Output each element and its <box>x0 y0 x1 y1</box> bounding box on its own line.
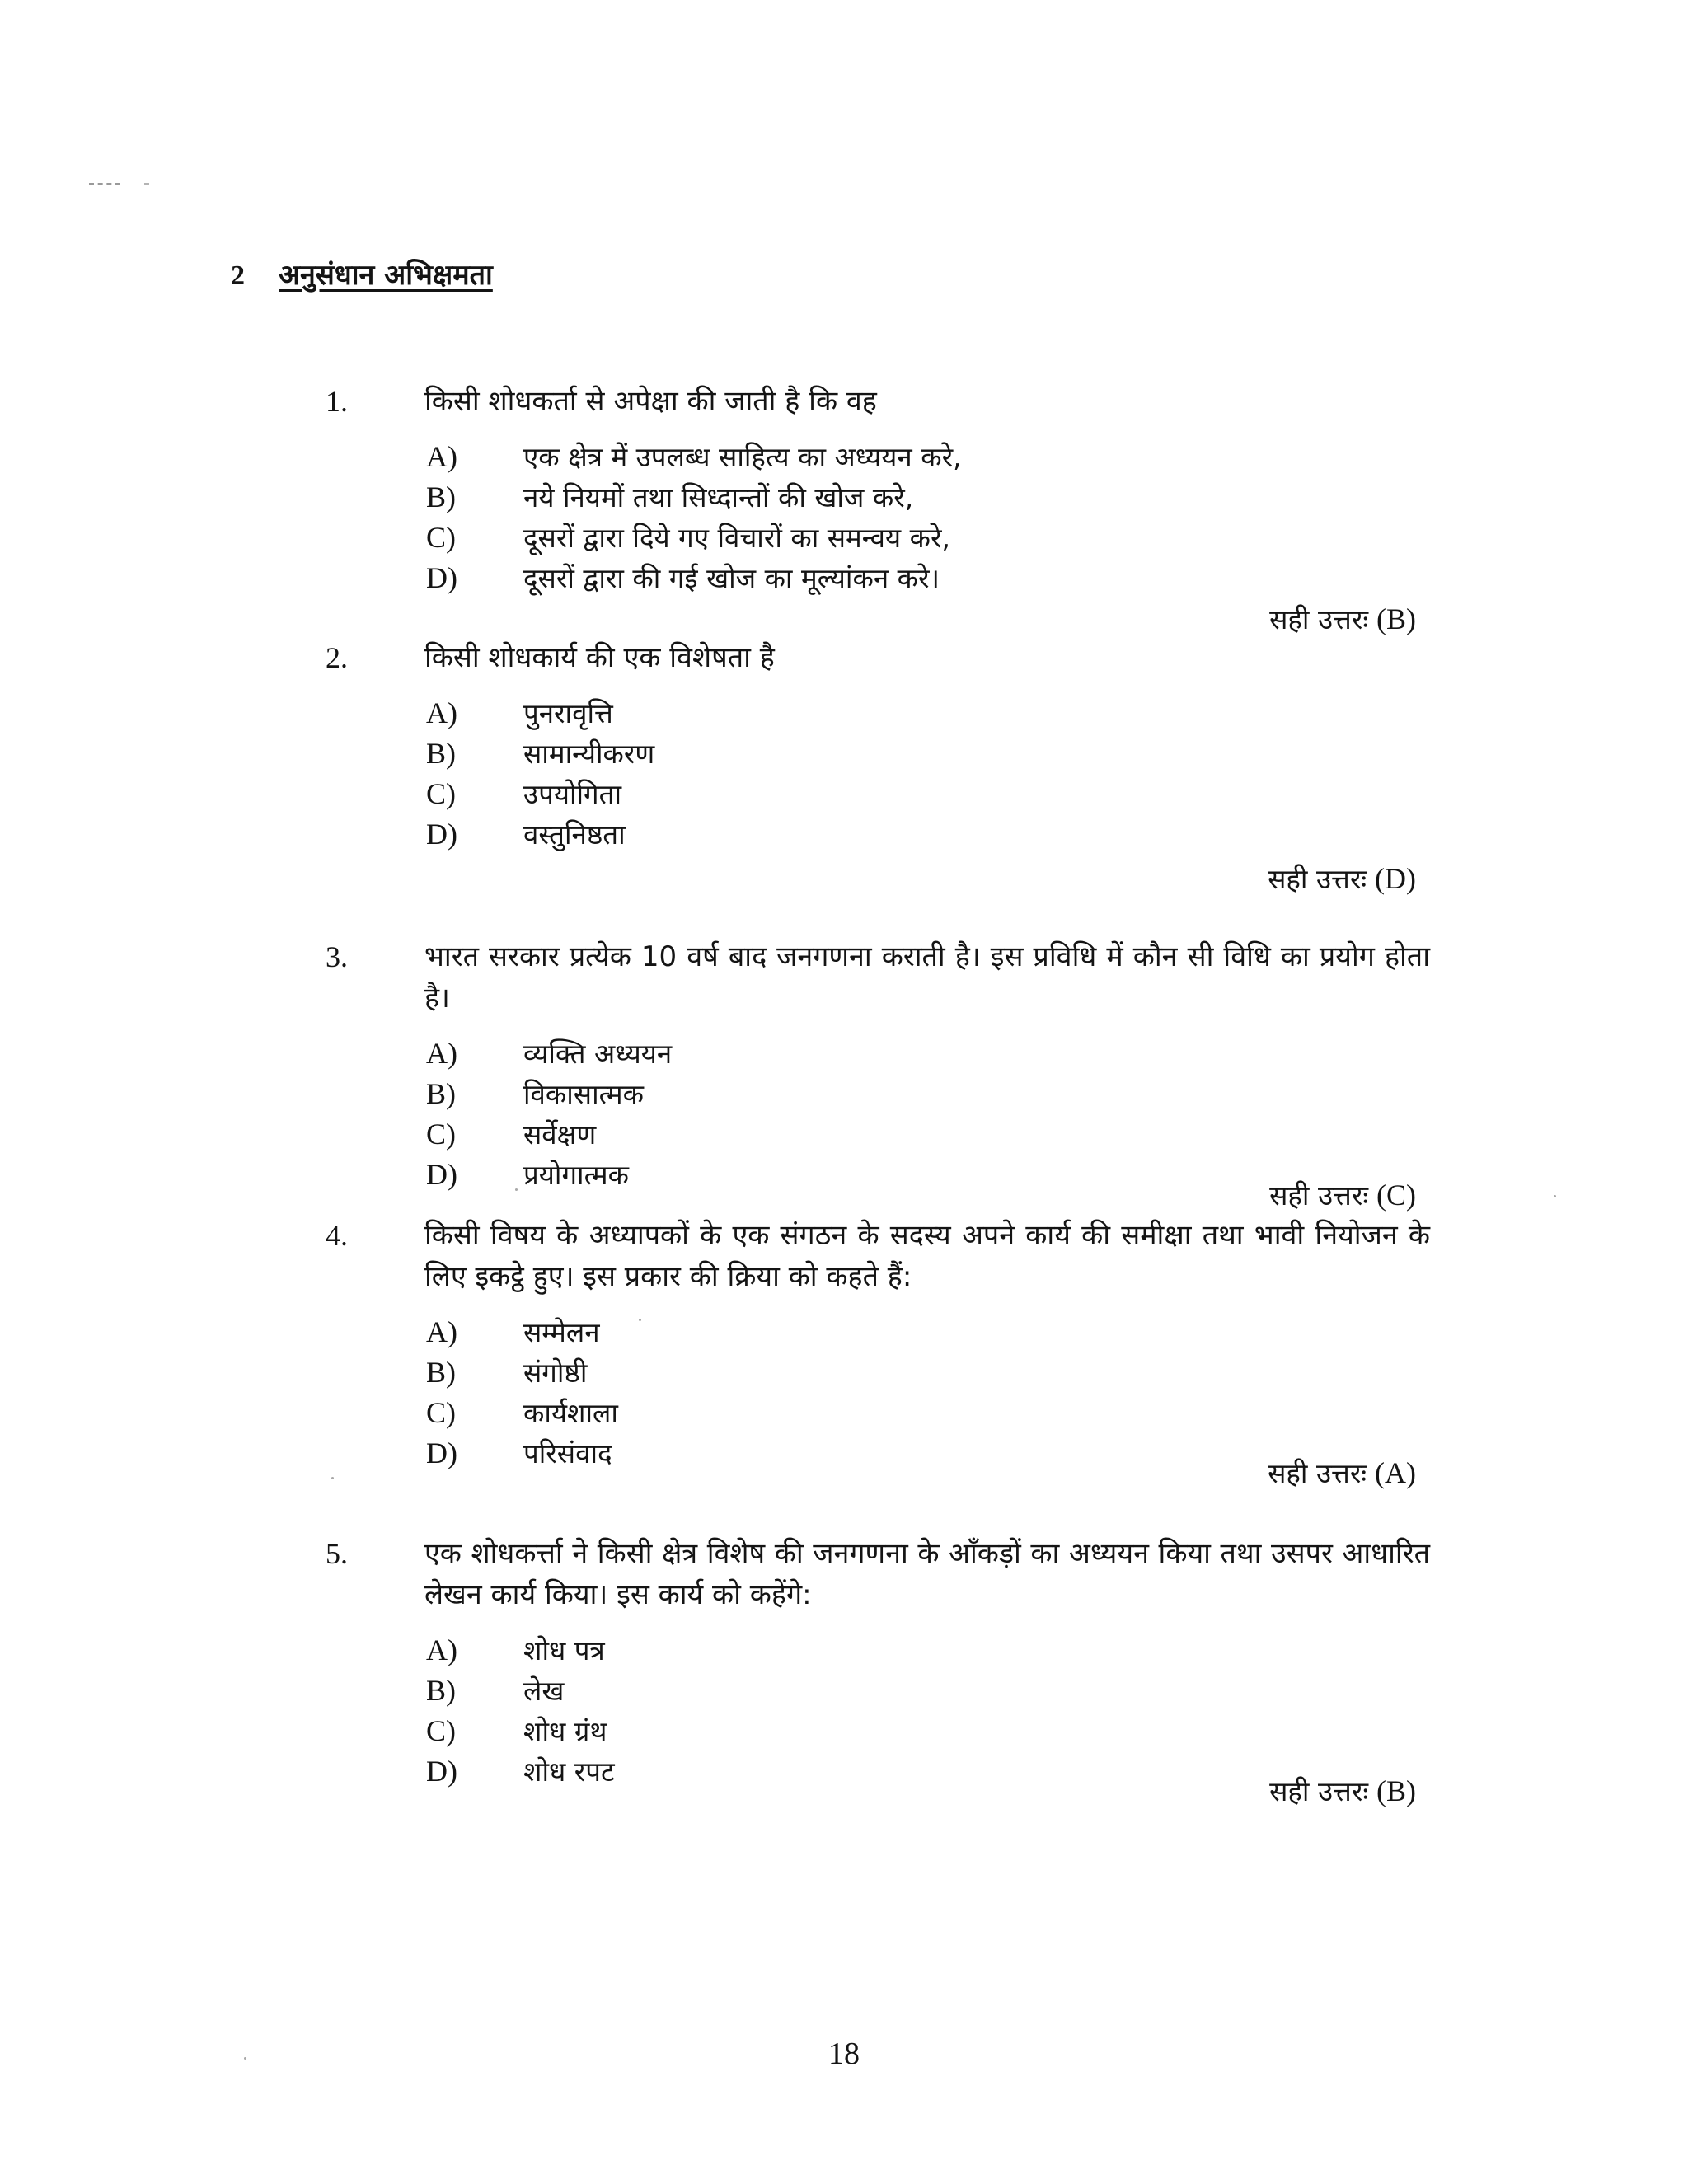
question-text: एक शोधकर्त्ता ने किसी क्षेत्र विशेष की जनगणना के आँकड़ों का अध्ययन किया तथा उसपर आधारित लेखन कार्य किया। इस कार्य को कहेंगे: <box>424 1537 1430 1611</box>
option-text: सम्मेलन <box>523 1316 600 1348</box>
option-text: उपयोगिता <box>523 778 621 810</box>
option-text: शोध ग्रंथ <box>523 1715 607 1747</box>
correct-answer-1 <box>1269 600 1416 639</box>
option-text: व्यक्ति अध्ययन <box>523 1038 673 1070</box>
question-1 <box>326 381 1430 598</box>
option-letter: A) <box>426 1315 457 1348</box>
option-letter: A) <box>426 1633 457 1666</box>
option-d <box>326 1751 1430 1792</box>
option-a <box>326 693 1430 733</box>
question-number: 1. <box>326 385 348 418</box>
option-text: सामान्यीकरण <box>523 738 655 770</box>
option-b <box>326 1074 1430 1114</box>
question-stem <box>326 381 1430 422</box>
correct-answer-3 <box>1269 1176 1416 1215</box>
option-a <box>326 1630 1430 1671</box>
option-letter: C) <box>426 1714 456 1747</box>
option-text: शोध रपट <box>523 1755 615 1788</box>
question-number: 2. <box>326 641 348 674</box>
question-text: किसी विषय के अध्यापकों के एक संगठन के सदस्य अपने कार्य की समीक्षा तथा भावी नियोजन के लिए इकट्ठे हुए। इस प्रकार की क्रिया को कहते हैं: <box>424 1219 1430 1293</box>
option-c <box>326 1711 1430 1751</box>
option-letter: B) <box>426 480 456 513</box>
answer-value: (D) <box>1375 862 1416 895</box>
answer-label: सही उत्तरः <box>1268 1457 1367 1489</box>
option-letter: D) <box>426 818 457 851</box>
option-text: पुनरावृत्ति <box>523 697 613 729</box>
section-title: अनुसंधान अभिक्षमता <box>279 259 493 292</box>
option-d <box>326 814 1430 855</box>
scan-speck <box>515 1188 518 1191</box>
scan-artifact-mark <box>89 183 120 185</box>
scan-speck <box>639 1319 641 1321</box>
answer-value: (B) <box>1376 602 1416 635</box>
option-letter: B) <box>426 1674 456 1707</box>
option-letter: D) <box>426 561 457 594</box>
option-text: शोध पत्र <box>523 1634 605 1666</box>
question-number: 3. <box>326 940 348 973</box>
option-b <box>326 477 1430 518</box>
answer-label: सही उत्तरः <box>1269 1775 1368 1807</box>
question-text: किसी शोधकर्ता से अपेक्षा की जाती है कि वह <box>424 385 877 418</box>
option-letter: B) <box>426 1356 456 1389</box>
option-a <box>326 437 1430 477</box>
option-b <box>326 1352 1430 1393</box>
option-letter: A) <box>426 696 457 729</box>
question-text: भारत सरकार प्रत्येक 10 वर्ष बाद जनगणना कराती है। इस प्रविधि में कौन सी विधि का प्रयोग होता है। <box>424 940 1430 1015</box>
option-c <box>326 1114 1430 1155</box>
option-a <box>326 1033 1430 1074</box>
option-text: नये नियमों तथा सिध्दान्तों की खोज करे, <box>523 481 914 513</box>
option-letter: C) <box>426 777 456 810</box>
option-text: प्रयोगात्मक <box>523 1159 629 1191</box>
option-c <box>326 1393 1430 1433</box>
option-a <box>326 1312 1430 1352</box>
option-text: लेख <box>523 1675 565 1707</box>
option-text: दूसरों द्वारा दिये गए विचारों का समन्वय करे, <box>523 522 950 554</box>
scan-speck <box>331 1477 334 1479</box>
option-c <box>326 774 1430 814</box>
option-letter: C) <box>426 521 456 554</box>
question-stem <box>326 637 1430 678</box>
option-c <box>326 518 1430 558</box>
option-letter: A) <box>426 1037 457 1070</box>
option-text: विकासात्मक <box>523 1078 644 1110</box>
option-text: कार्यशाला <box>523 1397 618 1429</box>
option-letter: B) <box>426 737 456 770</box>
option-letter: D) <box>426 1436 457 1469</box>
question-text: किसी शोधकार्य की एक विशेषता है <box>424 641 775 674</box>
answer-label: सही उत्तरः <box>1269 603 1368 635</box>
option-text: सर्वेक्षण <box>523 1118 597 1151</box>
question-2 <box>326 637 1430 855</box>
option-letter: B) <box>426 1077 456 1110</box>
question-stem <box>326 936 1430 1019</box>
question-number: 5. <box>326 1537 348 1570</box>
question-stem <box>326 1533 1430 1615</box>
option-text: वस्तुनिष्ठता <box>523 818 626 851</box>
answer-label: सही उत्तरः <box>1269 1179 1368 1212</box>
correct-answer-5 <box>1269 1772 1416 1811</box>
answer-label: सही उत्तरः <box>1268 863 1367 895</box>
scan-speck <box>1554 1195 1556 1197</box>
option-letter: C) <box>426 1118 456 1151</box>
option-b <box>326 1671 1430 1711</box>
question-4 <box>326 1215 1430 1474</box>
section-heading <box>231 257 493 294</box>
option-d <box>326 1155 1430 1195</box>
option-text: दूसरों द्वारा की गई खोज का मूल्यांकन करे। <box>523 562 940 594</box>
scan-artifact-mark <box>144 183 149 185</box>
section-number: 2 <box>231 260 245 291</box>
option-d <box>326 1433 1430 1474</box>
option-text: एक क्षेत्र में उपलब्ध साहित्य का अध्ययन करे, <box>523 441 962 473</box>
option-text: संगोष्ठी <box>523 1357 588 1389</box>
answer-value: (B) <box>1376 1774 1416 1807</box>
correct-answer-4 <box>1268 1454 1416 1493</box>
question-stem <box>326 1215 1430 1297</box>
question-number: 4. <box>326 1219 348 1252</box>
option-letter: D) <box>426 1158 457 1191</box>
option-letter: D) <box>426 1755 457 1788</box>
answer-value: (A) <box>1375 1456 1416 1489</box>
option-b <box>326 733 1430 774</box>
option-letter: C) <box>426 1396 456 1429</box>
option-text: परिसंवाद <box>523 1437 612 1469</box>
page-number: 18 <box>828 2036 860 2071</box>
option-d <box>326 558 1430 598</box>
correct-answer-2 <box>1268 860 1416 898</box>
question-5 <box>326 1533 1430 1792</box>
answer-value: (C) <box>1376 1179 1416 1212</box>
question-3 <box>326 936 1430 1195</box>
option-letter: A) <box>426 440 457 473</box>
